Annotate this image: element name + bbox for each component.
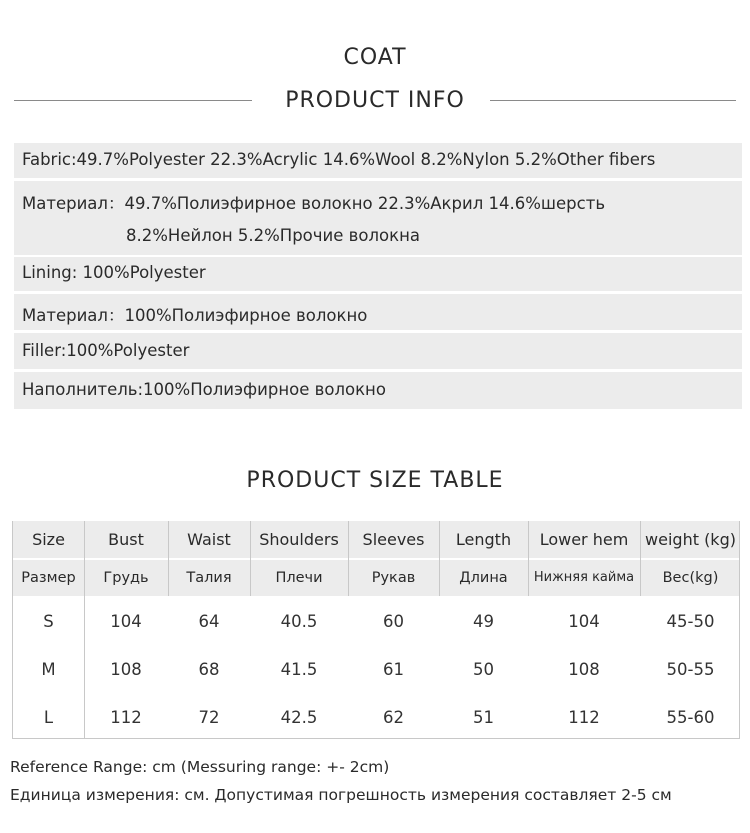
table-header-cell: Lower hem bbox=[539, 530, 629, 549]
table-cell: 108 bbox=[110, 659, 142, 679]
table-cell: 40.5 bbox=[280, 611, 318, 631]
table-cell: 61 bbox=[383, 659, 404, 679]
table-header-cell-ru: Нижняя кайма bbox=[533, 570, 635, 585]
table-header-cell-ru: Талия bbox=[186, 570, 232, 586]
info-text: Материал：49.7%Полиэфирное волокно 22.3%Акрил 14.6%шерсть bbox=[22, 194, 606, 213]
table-cell: 41.5 bbox=[280, 659, 318, 679]
info-row-material-ru bbox=[14, 181, 742, 255]
info-text: 8.2%Нейлон 5.2%Прочие волокна bbox=[126, 226, 420, 245]
table-header-cell: Shoulders bbox=[259, 530, 339, 549]
table-header-cell-ru: Размер bbox=[21, 570, 76, 586]
table-cell: 51 bbox=[473, 707, 494, 727]
table-header-cell: weight (kg) bbox=[645, 530, 736, 549]
divider-right bbox=[490, 100, 736, 101]
table-cell: 112 bbox=[568, 707, 600, 727]
table-header-cell-ru: Вес(kg) bbox=[662, 570, 719, 586]
info-text: Filler:100%Polyester bbox=[22, 341, 190, 360]
table-cell: 60 bbox=[383, 611, 404, 631]
info-row-filler bbox=[14, 333, 742, 369]
table-cell: 55-60 bbox=[666, 707, 715, 727]
title-size-table: PRODUCT SIZE TABLE bbox=[246, 468, 504, 493]
table-cell: 49 bbox=[473, 611, 494, 631]
table-header-cell-ru: Длина bbox=[459, 570, 508, 586]
table-header-cell: Waist bbox=[187, 530, 231, 549]
info-text: Материал：100%Полиэфирное волокно bbox=[22, 306, 368, 325]
table-cell: 108 bbox=[568, 659, 600, 679]
info-row-filler-ru bbox=[14, 372, 742, 409]
info-row-lining-ru bbox=[14, 294, 742, 330]
table-cell: 104 bbox=[568, 611, 600, 631]
size-table bbox=[12, 521, 740, 739]
table-header-cell-ru: Рукав bbox=[371, 570, 416, 586]
reference-note-en: Reference Range: cm (Messuring range: +- 2cm) bbox=[10, 758, 390, 776]
title-coat: COAT bbox=[343, 45, 407, 70]
table-cell: 42.5 bbox=[280, 707, 318, 727]
table-cell: S bbox=[43, 611, 54, 631]
table-cell: 62 bbox=[383, 707, 404, 727]
table-cell: 72 bbox=[198, 707, 220, 727]
reference-note-ru: Единица измерения: см. Допустимая погрешность измерения составляет 2-5 см bbox=[10, 786, 672, 804]
table-header-cell: Size bbox=[32, 530, 65, 549]
info-row-lining bbox=[14, 257, 742, 291]
table-header-cell: Length bbox=[455, 530, 512, 549]
table-header-cell-ru: Грудь bbox=[103, 570, 149, 586]
table-cell: M bbox=[41, 659, 56, 679]
table-header-cell: Sleeves bbox=[362, 530, 425, 549]
table-cell: 50 bbox=[473, 659, 494, 679]
table-cell: 104 bbox=[110, 611, 142, 631]
table-cell: 45-50 bbox=[666, 611, 715, 631]
table-cell: 64 bbox=[198, 611, 220, 631]
info-text: Fabric:49.7%Polyester 22.3%Acrylic 14.6%Wool 8.2%Nylon 5.2%Other fibers bbox=[22, 150, 656, 169]
info-row-fabric bbox=[14, 143, 742, 178]
table-header-cell: Bust bbox=[108, 530, 144, 549]
table-cell: 112 bbox=[110, 707, 142, 727]
table-cell: 68 bbox=[198, 659, 220, 679]
table-header-cell-ru: Плечи bbox=[275, 570, 323, 586]
table-cell: L bbox=[43, 707, 54, 727]
table-cell: 50-55 bbox=[666, 659, 715, 679]
title-product-info: PRODUCT INFO bbox=[285, 88, 465, 113]
info-text: Lining: 100%Polyester bbox=[22, 263, 206, 282]
info-text: Наполнитель:100%Полиэфирное волокно bbox=[22, 380, 386, 399]
